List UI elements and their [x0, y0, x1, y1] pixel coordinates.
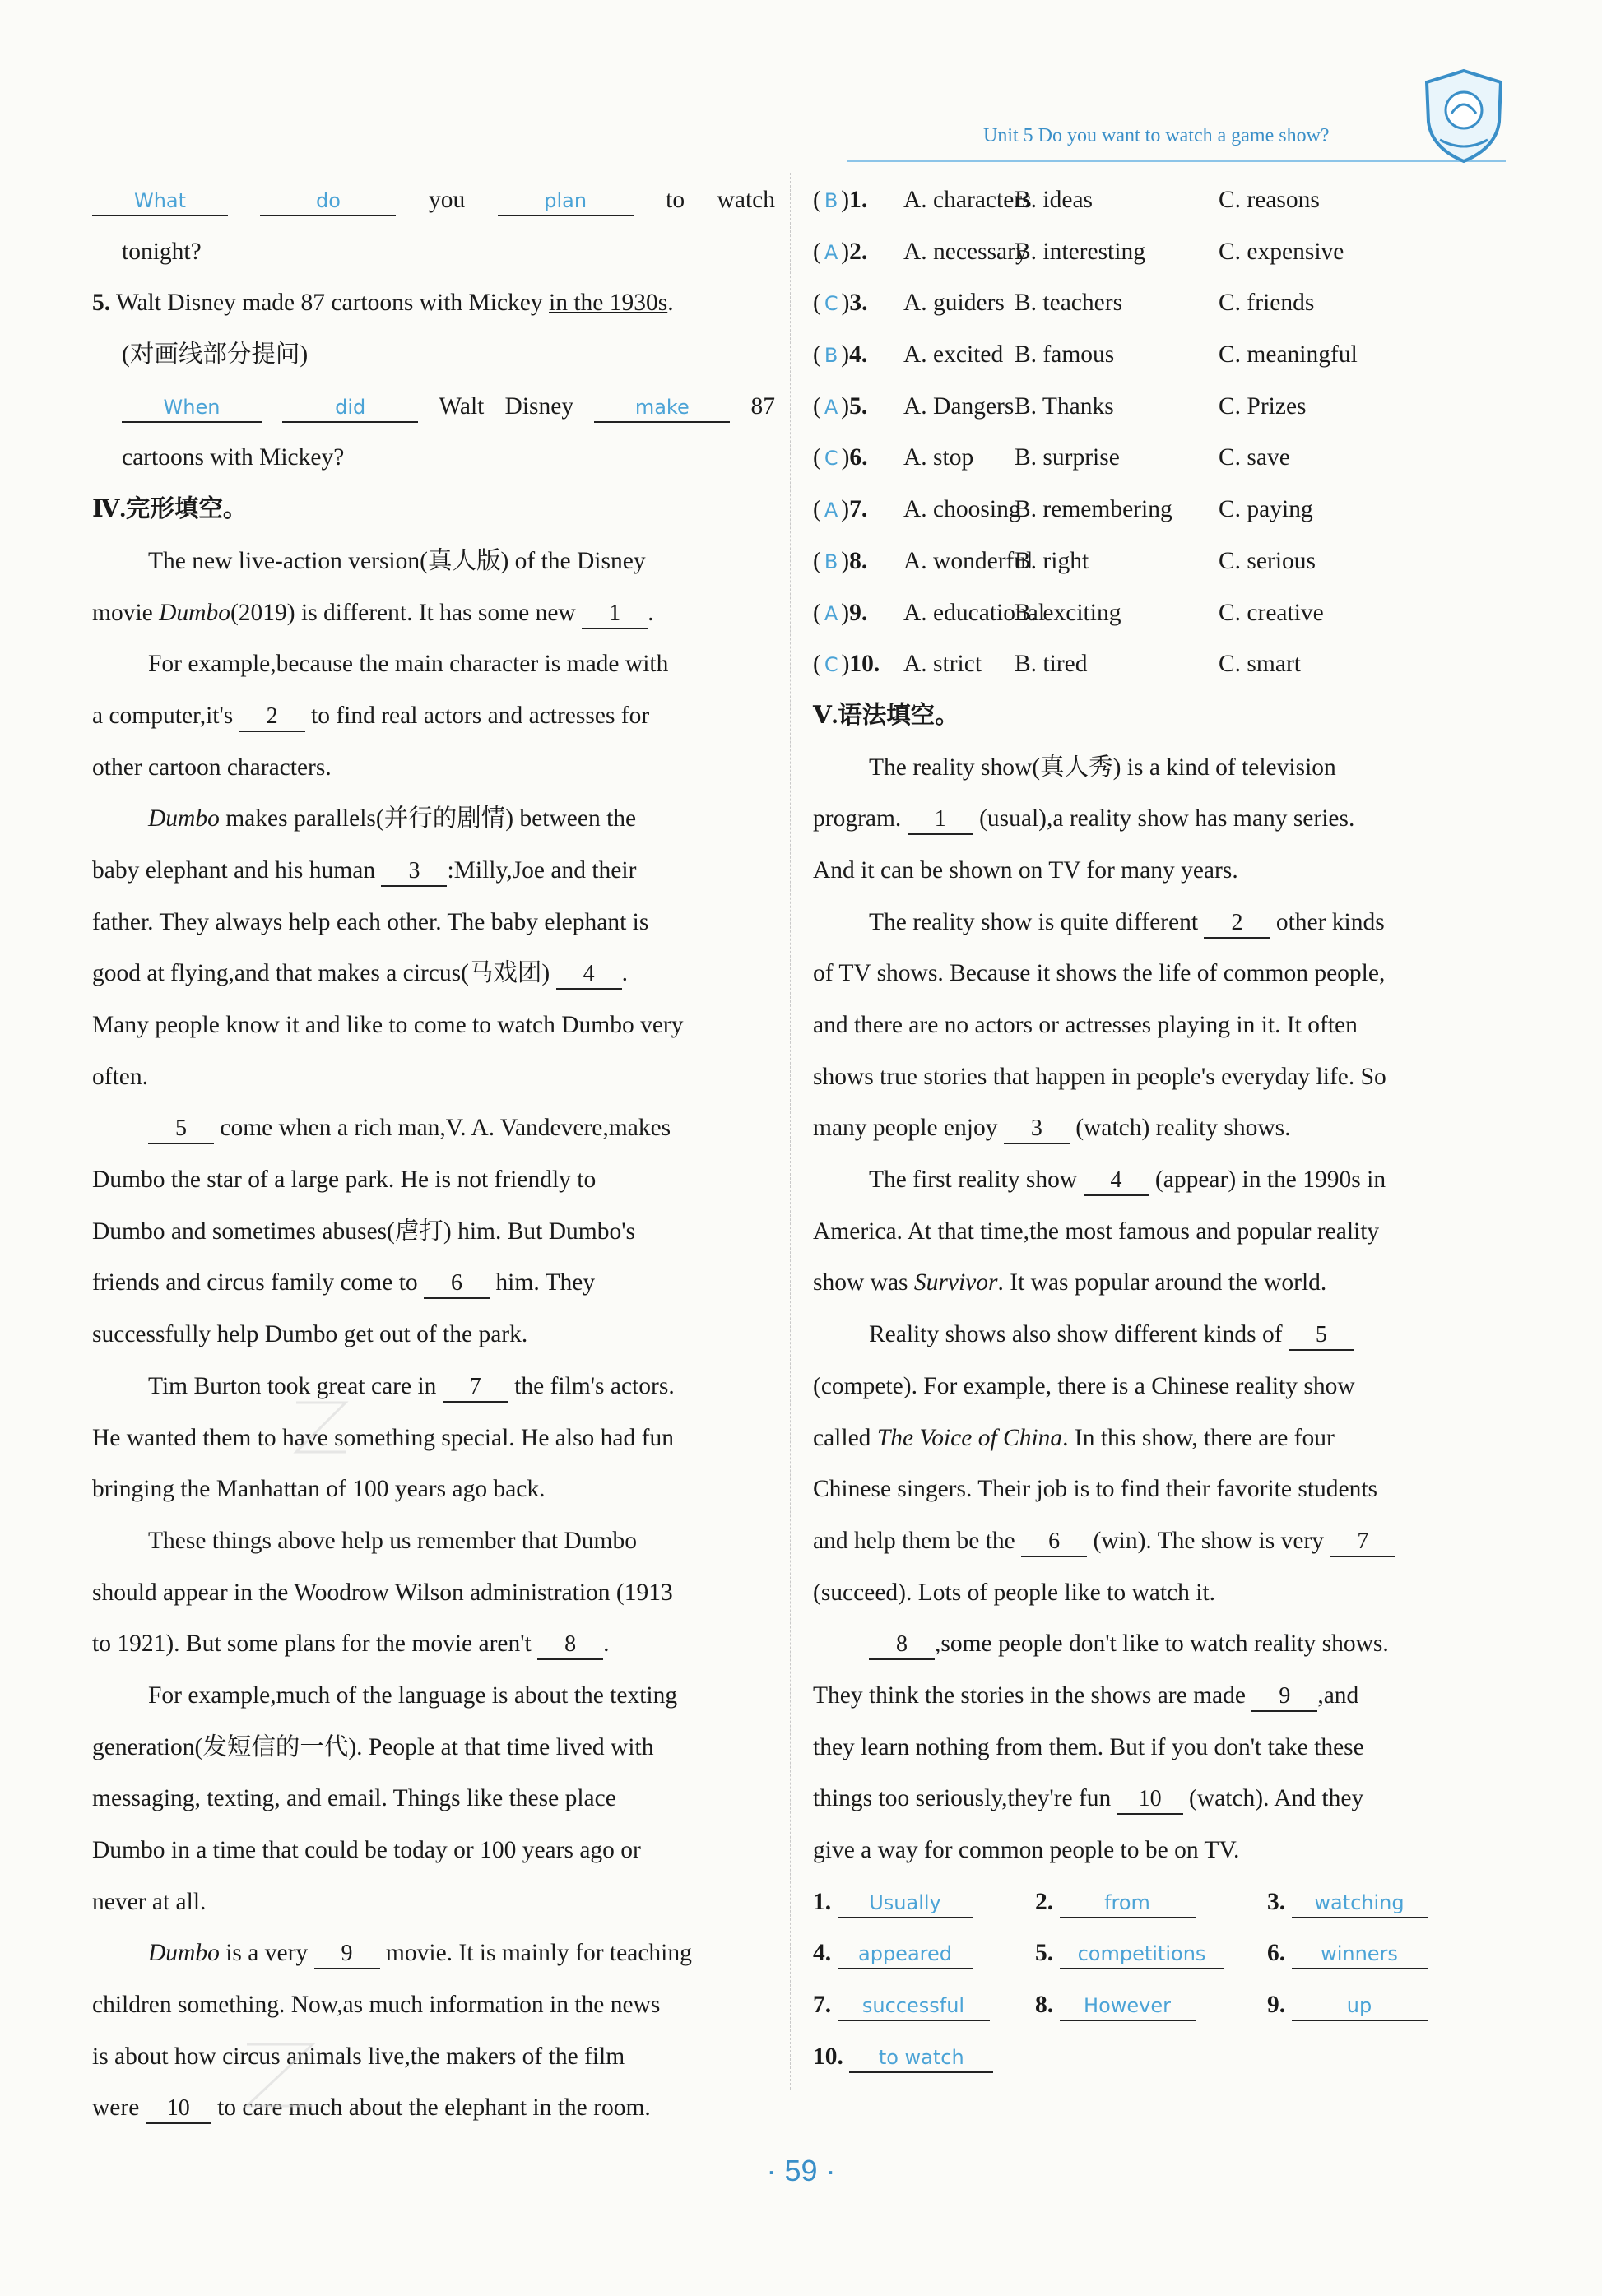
choice-answer: C [824, 447, 838, 471]
blank-number: 6 [424, 1269, 490, 1299]
question-number: 8. [849, 547, 868, 574]
option-b: B. Thanks [1015, 392, 1114, 420]
answer-paren: ( B )8. [813, 547, 868, 574]
text: ,and [1317, 1681, 1359, 1709]
text: movie [92, 599, 153, 626]
text: come when a rich man,V. A. Vandevere,makes [220, 1115, 671, 1142]
text: baby elephant and his human [92, 856, 376, 884]
option-c: C. creative [1219, 599, 1324, 626]
s4-p7-l5: never at all. [92, 1888, 207, 1915]
s4-p8-l3: is about how circus animals live,the makers of the film [92, 2043, 625, 2070]
choice-answer: A [824, 499, 838, 522]
question-number: 5. [849, 392, 868, 420]
page-number-value: 59 [784, 2154, 818, 2187]
text: The reality show is quite different [869, 908, 1199, 935]
question-number: 6. [849, 444, 868, 471]
text: Reality shows also show different kinds of [869, 1321, 1283, 1348]
s5-p2-l2: of TV shows. Because it shows the life of common people, [813, 960, 1386, 987]
answer-blank: Usually [838, 1889, 973, 1918]
text: (usual),a reality show has many series. [979, 805, 1355, 833]
option-a: A. Dangers [903, 392, 1015, 420]
blank-number: 8 [537, 1630, 603, 1660]
answer-blank: watching [1292, 1889, 1428, 1918]
option-c: C. friends [1219, 290, 1315, 317]
text: things too seriously,they're fun [813, 1785, 1112, 1812]
text: a computer,it's [92, 702, 234, 729]
option-b: B. tired [1015, 651, 1088, 678]
blank-number: 7 [1330, 1528, 1395, 1557]
text: to 1921). But some plans for the movie aren't [92, 1630, 532, 1658]
s4-p4-l5: successfully help Dumbo get out of the park. [92, 1321, 528, 1348]
option-a: A. guiders [903, 290, 1005, 317]
blank-number: 2 [1204, 909, 1270, 939]
option-c: C. save [1219, 444, 1290, 471]
text: . [603, 1630, 610, 1658]
choice-answer: B [824, 189, 838, 212]
text: good at flying,and that makes a circus(马戏团) [92, 960, 550, 987]
answer-label: 1. [813, 1888, 832, 1915]
s5-p1-l3: And it can be shown on TV for many years. [813, 856, 1238, 884]
choice-answer: A [824, 601, 838, 625]
blank-number: 10 [146, 2094, 211, 2124]
blank-number: 2 [239, 703, 305, 732]
answer-blank: did [282, 393, 418, 423]
s5-p2-l3: and there are no actors or actresses playing in it. It often [813, 1012, 1358, 1038]
blank-number: 1 [582, 600, 648, 629]
text: The first reality show [869, 1167, 1078, 1194]
choice-answer: B [824, 344, 838, 368]
text: friends and circus family come to [92, 1269, 418, 1296]
unit-title: Unit 5 Do you want to watch a game show? [983, 125, 1330, 146]
text: watch [717, 187, 775, 213]
text: movie. It is mainly for teaching [385, 1940, 692, 1967]
s4-p6-l1: These things above help us remember that Dumbo [148, 1527, 637, 1554]
answer-paren: ( A )9. [813, 599, 868, 626]
question-number: 9. [849, 599, 868, 626]
option-b: B. famous [1015, 341, 1115, 369]
text: (win). The show is very [1093, 1527, 1324, 1554]
q5-instruction: (对画线部分提问) [122, 341, 309, 369]
text: to [666, 187, 685, 213]
text: to find real actors and actresses for [311, 702, 650, 729]
s4-p5-l3: bringing the Manhattan of 100 years ago back. [92, 1476, 546, 1503]
question-number: 10. [849, 651, 880, 678]
answer-paren: ( A )2. [813, 238, 868, 265]
s4-p3-l5: Many people know it and like to come to watch Dumbo very [92, 1012, 684, 1038]
blank-number: 7 [443, 1373, 508, 1403]
option-a: A. excited [903, 341, 1004, 369]
option-b: B. remembering [1015, 496, 1172, 523]
s4-p4-l3: Dumbo and sometimes abuses(虐打) him. But Dumbo's [92, 1218, 636, 1245]
answer-paren: ( A )5. [813, 392, 868, 420]
show-title: Survivor [913, 1269, 998, 1296]
answer-blank: plan [498, 187, 634, 216]
question-number: 2. [849, 238, 868, 265]
blank-number: 1 [908, 805, 973, 835]
text: makes parallels(并行的剧情) between the [225, 805, 637, 833]
show-title: The Voice of China [876, 1424, 1063, 1451]
text: were [92, 2094, 140, 2122]
answer-blank: successful [838, 1992, 990, 2021]
blank-number: 5 [1289, 1321, 1354, 1351]
text: . In this show, there are four [1062, 1424, 1335, 1451]
text: the film's actors. [514, 1372, 675, 1399]
question-number: 1. [849, 187, 868, 213]
answer-label: 2. [1035, 1888, 1054, 1915]
s4-p3-l3: father. They always help each other. The baby elephant is [92, 908, 649, 935]
q4-line2: tonight? [122, 238, 202, 265]
text: . It was popular around the world. [997, 1269, 1327, 1296]
answer-blank: to watch [849, 2043, 993, 2073]
s4-p7-l2: generation(发短信的一代). People at that time lived with [92, 1733, 654, 1760]
text: They think the stories in the shows are made [813, 1681, 1246, 1709]
option-c: C. smart [1219, 651, 1301, 678]
text: . [667, 290, 674, 317]
s4-p2-l1: For example,because the main character is made with [148, 651, 669, 678]
option-b: B. interesting [1015, 238, 1145, 265]
option-c: C. reasons [1219, 187, 1320, 213]
dot: · [766, 2154, 777, 2187]
option-a: A. wonderful [903, 547, 1033, 574]
option-b: B. surprise [1015, 444, 1120, 471]
s5-p2-l4: shows true stories that happen in people's everyday life. So [813, 1063, 1386, 1090]
text: Walt Disney made 87 cartoons with Mickey [115, 290, 543, 317]
s4-p8-l2: children something. Now,as much information in the news [92, 1992, 661, 2019]
blank-number: 8 [869, 1630, 935, 1660]
choice-answer: C [824, 292, 838, 316]
text: (appear) in the 1990s in [1154, 1167, 1386, 1194]
answer-label: 3. [1267, 1888, 1286, 1915]
option-c: C. expensive [1219, 238, 1344, 265]
option-c: C. serious [1219, 547, 1316, 574]
answer-blank: When [122, 393, 262, 423]
blank-number: 9 [1251, 1682, 1317, 1712]
s5-p5-l3: they learn nothing from them. But if you don't take these [813, 1733, 1364, 1760]
answer-paren: ( B )4. [813, 341, 868, 369]
dot: · [825, 2154, 836, 2187]
s4-p7-l3: messaging, texting, and email. Things like these place [92, 1785, 616, 1812]
text: and help them be the [813, 1527, 1015, 1554]
option-b: B. right [1015, 547, 1089, 574]
text: 87 [750, 392, 775, 420]
s4-p4-l2: Dumbo the star of a large park. He is not friendly to [92, 1167, 597, 1194]
s4-p7-l1: For example,much of the language is about the texting [148, 1681, 678, 1709]
answer-blank: make [594, 393, 730, 423]
text: Disney [504, 392, 574, 420]
question-number: 5. [92, 290, 111, 317]
blank-number: 3 [1004, 1115, 1070, 1144]
text: many people enjoy [813, 1115, 998, 1142]
answer-blank: What [92, 187, 228, 216]
option-a: A. strict [903, 651, 982, 678]
choice-answer: A [824, 395, 838, 419]
text: program. [813, 805, 902, 833]
blank-number: 3 [381, 857, 447, 887]
answer-paren: ( C )3. [813, 290, 868, 317]
choice-answer: C [824, 653, 838, 677]
question-number: 4. [849, 341, 868, 369]
answer-blank: up [1292, 1992, 1428, 2021]
option-b: B. exciting [1015, 599, 1121, 626]
question-number: 7. [849, 496, 868, 523]
s4-p2-l3: other cartoon characters. [92, 754, 332, 781]
s5-p4-l2: (compete). For example, there is a Chinese reality show [813, 1372, 1355, 1399]
option-a: A. educational [903, 599, 1046, 626]
s5-p3-l2: America. At that time,the most famous and popular reality [813, 1218, 1380, 1245]
blank-number: 9 [314, 1940, 380, 1969]
answer-label: 6. [1267, 1940, 1286, 1967]
text: Walt [439, 392, 485, 420]
answer-label: 8. [1035, 1992, 1054, 2019]
s4-p6-l2: should appear in the Woodrow Wilson administration (1913 [92, 1579, 673, 1606]
option-c: C. meaningful [1219, 341, 1358, 369]
text: you [428, 187, 466, 213]
text: called [813, 1424, 871, 1451]
blank-number: 4 [1084, 1167, 1149, 1196]
question-number: 3. [849, 290, 868, 317]
s5-p5-l5: give a way for common people to be on TV. [813, 1837, 1240, 1863]
s4-p7-l4: Dumbo in a time that could be today or 100 years ago or [92, 1837, 641, 1863]
option-b: B. teachers [1015, 290, 1123, 317]
film-title: Dumbo [148, 1940, 220, 1967]
underlined-phrase: in the 1930s [549, 290, 668, 317]
text: him. They [495, 1269, 596, 1296]
text: (watch). And they [1189, 1785, 1364, 1812]
section4-heading: Ⅳ.完形填空。 [92, 496, 248, 523]
option-a: A. necessary [903, 238, 1028, 265]
s4-p3-l6: often. [92, 1063, 148, 1090]
text: (2019) is different. It has some new [230, 599, 576, 626]
answer-label: 7. [813, 1992, 832, 2019]
answer-label: 4. [813, 1940, 832, 1967]
answer-blank: from [1060, 1889, 1196, 1918]
choice-answer: A [824, 240, 838, 264]
blank-number: 4 [556, 960, 622, 990]
text: :Milly,Joe and their [447, 856, 637, 884]
text: is a very [225, 1940, 309, 1967]
blank-number: 6 [1021, 1528, 1087, 1557]
option-c: C. Prizes [1219, 392, 1307, 420]
answer-blank: winners [1292, 1940, 1428, 1969]
s5-p4-l4: Chinese singers. Their job is to find their favorite students [813, 1476, 1378, 1503]
film-title: Dumbo [148, 805, 220, 833]
answer-paren: ( B )1. [813, 187, 868, 213]
answer-paren: ( C )10. [813, 651, 880, 678]
text: ,some people don't like to watch reality shows. [935, 1630, 1389, 1658]
s4-p5-l2: He wanted them to have something special. He also had fun [92, 1424, 674, 1451]
text: other kinds [1275, 908, 1385, 935]
option-a: A. stop [903, 444, 974, 471]
option-a: A. characters [903, 187, 1032, 213]
answer-paren: ( C )6. [813, 444, 868, 471]
answer-blank: do [260, 187, 396, 216]
option-c: C. paying [1219, 496, 1313, 523]
option-a: A. choosing [903, 496, 1021, 523]
text: . [648, 599, 654, 626]
text: Tim Burton took great care in [148, 1372, 437, 1399]
answer-label: 5. [1035, 1940, 1054, 1967]
answer-label: 10. [813, 2043, 843, 2070]
s5-p1-l1: The reality show(真人秀) is a kind of television [869, 754, 1336, 781]
answer-blank: competitions [1060, 1940, 1224, 1969]
text: show was [813, 1269, 908, 1296]
s5-p4-l6: (succeed). Lots of people like to watch it. [813, 1579, 1216, 1606]
text: to care much about the elephant in the room. [217, 2094, 651, 2122]
blank-number: 5 [148, 1115, 214, 1144]
blank-number: 10 [1117, 1785, 1183, 1815]
answer-blank: However [1060, 1992, 1196, 2021]
q5-line4: cartoons with Mickey? [122, 444, 345, 471]
film-title: Dumbo [159, 599, 230, 626]
text: (watch) reality shows. [1075, 1115, 1291, 1142]
text: . [621, 960, 629, 987]
s4-p1-l1: The new live-action version(真人版) of the Disney [148, 547, 646, 574]
answer-label: 9. [1267, 1992, 1286, 2019]
answer-blank: appeared [838, 1940, 973, 1969]
choice-answer: B [824, 550, 838, 573]
section5-heading: Ⅴ.语法填空。 [813, 702, 959, 729]
answer-paren: ( A )7. [813, 496, 868, 523]
option-b: B. ideas [1015, 187, 1094, 213]
